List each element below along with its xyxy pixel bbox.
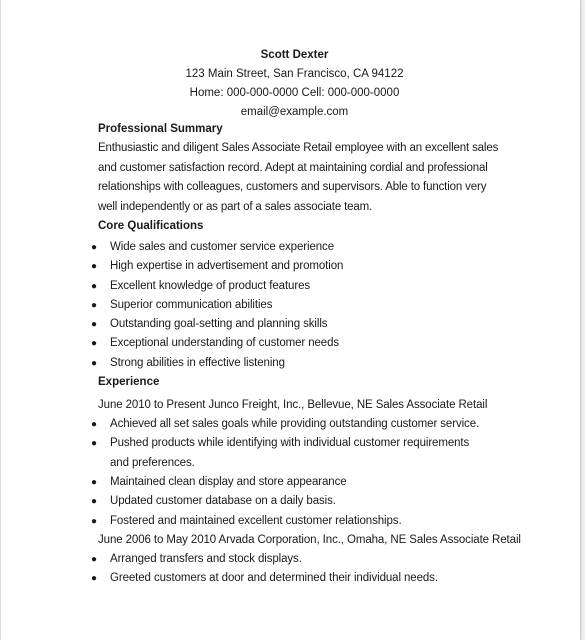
- bullet-icon: ●: [91, 553, 97, 565]
- summary-heading: Professional Summary: [98, 123, 223, 135]
- bullet-icon: ●: [91, 261, 97, 273]
- list-item: ● Arranged transfers and stock displays.: [1, 550, 585, 569]
- bullet-icon: ●: [91, 280, 97, 292]
- list-item: ● Wide sales and customer service experience: [1, 238, 585, 257]
- bullet-icon: ●: [91, 438, 97, 450]
- list-item: ● Achieved all set sales goals while providing outstanding customer service.: [1, 415, 585, 434]
- job-line: June 2010 to Present Junco Freight, Inc., Bellevue, NE Sales Associate Retail: [98, 399, 488, 412]
- bullet-icon: ●: [91, 515, 97, 527]
- list-item: ● Exceptional understanding of customer needs: [1, 334, 585, 353]
- qualifications-heading: Core Qualifications: [98, 220, 204, 232]
- resume-page: [1, 0, 580, 640]
- list-item: ● Fostered and maintained excellent customer relationships.: [1, 512, 585, 531]
- resume-body: [1, 120, 585, 588]
- candidate-name: Scott Dexter: [260, 49, 329, 61]
- job-line: June 2006 to May 2010 Arvada Corporation, Inc., Omaha, NE Sales Associate Retail: [98, 533, 521, 546]
- list-item: ● Updated customer database on a daily basis.: [1, 492, 585, 511]
- bullet-icon: ●: [91, 476, 97, 488]
- phone-line: Home: 000-000-0000 Cell: 000-000-0000: [189, 87, 400, 99]
- bullet-icon: ●: [91, 419, 97, 431]
- list-item: ● Pushed products while identifying with individual customer requirements and preferences.: [1, 434, 585, 473]
- list-item: ● High expertise in advertisement and promotion: [1, 257, 585, 276]
- address-line: 123 Main Street, San Francisco, CA 94122: [185, 68, 404, 80]
- experience-heading: Experience: [98, 376, 160, 389]
- list-item: ● Greeted customers at door and determined their individual needs.: [1, 569, 585, 588]
- list-item: ● Outstanding goal-setting and planning skills: [1, 315, 585, 334]
- bullet-icon: ●: [91, 299, 97, 311]
- bullet-icon: ●: [91, 319, 97, 331]
- list-item: ● Strong abilities in effective listening: [1, 354, 585, 373]
- summary-text: Enthusiastic and diligent Sales Associate Retail employee with an excellent sales and customer satisfaction record. Adept at maintaining cordial and professional relationships with colleagues, customers and supervisors. Able to function very well independently or as part of a sales associate team.: [98, 142, 499, 213]
- bullet-icon: ●: [91, 357, 97, 369]
- qualifications-list: [1, 238, 585, 373]
- job-duties-list: [1, 415, 585, 531]
- resume-header: [9, 0, 580, 122]
- email-line: email@example.com: [240, 106, 349, 118]
- list-item: ● Maintained clean display and store appearance: [1, 473, 585, 492]
- list-item: ● Superior communication abilities: [1, 296, 585, 315]
- bullet-icon: ●: [91, 496, 97, 508]
- list-item: ● Excellent knowledge of product features: [1, 277, 585, 296]
- bullet-icon: ●: [91, 242, 97, 253]
- job-duties-list: [1, 550, 585, 589]
- bullet-icon: ●: [91, 338, 97, 350]
- bullet-icon: ●: [91, 573, 97, 585]
